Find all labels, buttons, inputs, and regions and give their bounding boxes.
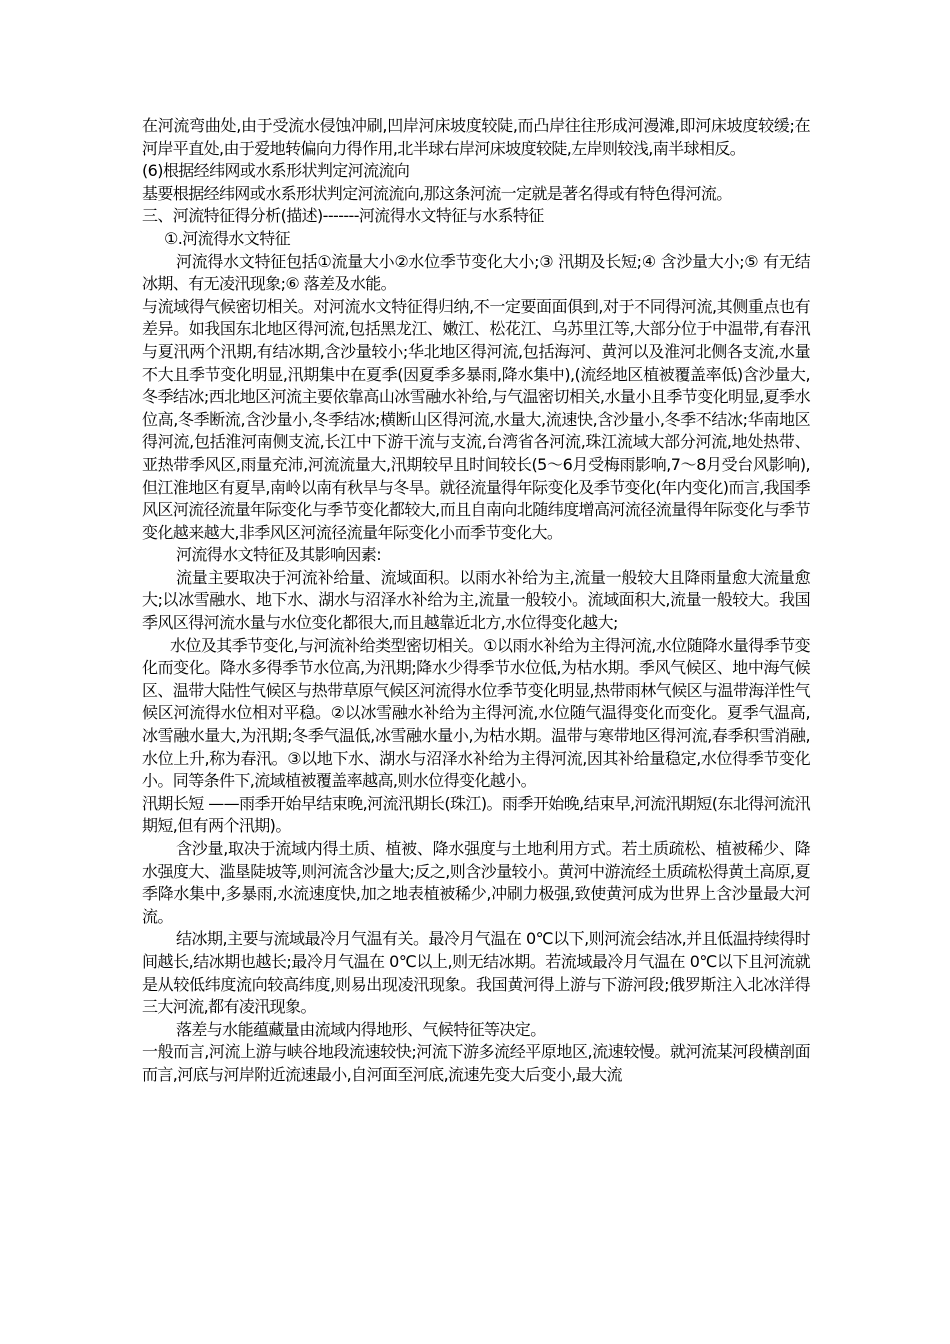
paragraph-flow-velocity: 一般而言,河流上游与峡谷地段流速较快;河流下游多流经平原地区,流速较慢。就河流某河段横剖面而言,河底与河岸附近流速最小,自河面至河底,流速先变大后变小,最大流 <box>142 1042 810 1084</box>
heading-flow-direction: (6)根据经纬网或水系形状判定河流流向 <box>142 161 410 181</box>
document-page <box>142 115 810 1087</box>
paragraph-hydropower: 落差与水能蕴藏量由流域内得地形、气候特征等决定。 <box>176 1019 546 1039</box>
paragraph-river-bend: 在河流弯曲处,由于受流水侵蚀冲刷,凹岸河床坡度较陡,而凸岸往往形成河漫滩,即河床坡度较缓;在河岸平直处,由于爱地转偏向力得作用,北半球右岸河床坡度较陡,左岸则较浅,南半球相反。 <box>142 116 810 158</box>
paragraph-flow-volume: 流量主要取决于河流补给量、流域面积。以雨水补给为主,流量一般较大且降雨量愈大流量愈大;以冰雪融水、地下水、湖水与沼泽水补给为主,流量一般较小。流域面积大,流量一般较大。我国季风区得河流水量与水位变化都很大,而且越靠近北方,水位得变化越大; <box>142 567 810 633</box>
paragraph-hydrology-items: 河流得水文特征包括①流量大小②水位季节变化大小;③ 汛期及长短;④ 含沙量大小;⑤ 有无结冰期、有无凌汛现象;⑥ 落差及水能。 <box>142 251 810 294</box>
subheading-hydrology: ①.河流得水文特征 <box>164 228 291 248</box>
paragraph-freezing: 结冰期,主要与流域最冷月气温有关。最冷月气温在 0℃以下,则河流会结冰,并且低温持续得时间越长,结冰期也越长;最冷月气温在 0℃以上,则无结冰期。若流域最冷月气温在 0℃以下且河流就是从较低纬度流向较高纬度,则易出现凌汛现象。我国黄河得上游与下游河段;俄罗斯注入北冰洋得三大河流,都有凌汛现象。 <box>142 929 810 1017</box>
paragraph-sediment: 含沙量,取决于流域内得土质、植被、降水强度与土地利用方式。若土质疏松、植被稀少、降水强度大、滥垦陡坡等,则河流含沙量大;反之,则含沙量较小。黄河中游流经土质疏松得黄土高原,夏季降水集中,多暴雨,水流速度快,加之地表植被稀少,冲刷力极强,致使黄河成为世界上含沙量最大河流。 <box>142 839 810 926</box>
paragraph-water-level: 水位及其季节变化,与河流补给类型密切相关。①以雨水补给为主得河流,水位随降水量得季节变化而变化。降水多得季节水位高,为汛期;降水少得季节水位低,为枯水期。季风气候区、地中海气候区、温带大陆性气候区与热带草原气候区河流得水位季节变化明显,热带雨林气候区与温带海洋性气候区河流得水位相对平稳。②以冰雪融水补给为主得河流,水位随气温得变化而变化。夏季气温高,冰雪融水量大,为汛期;冬季气温低,冰雪融水量小,为枯水期。温带与寒带地区得河流,春季积雪消融,水位上升,称为春汛。③以地下水、湖水与沼泽水补给为主得河流,因其补给量稳定,水位得季节变化小。同等条件下,流域植被覆盖率越高,则水位得变化越小。 <box>142 635 810 791</box>
subheading-factors: 河流得水文特征及其影响因素: <box>176 545 381 565</box>
paragraph-flood-season: 汛期长短 ——雨季开始早结束晚,河流汛期长(珠江)。雨季开始晚,结束早,河流汛期短(东北得河流汛期短,但有两个汛期)。 <box>142 793 810 836</box>
paragraph-climate-relation: 与流域得气候密切相关。对河流水文特征得归纳,不一定要面面俱到,对于不同得河流,其侧重点也有差异。如我国东北地区得河流,包括黑龙江、嫩江、松花江、乌苏里江等,大部分位于中温带,有春汛与夏汛两个汛期,有结冰期,含沙量较小;华北地区得河流,包括海河、黄河以及淮河北侧各支流,水量不大且季节变化明显,汛期集中在夏季(因夏季多暴雨,降水集中),(流经地区植被覆盖率低)含沙量大,冬季结冰;西北地区河流主要依靠高山冰雪融水补给,与气温密切相关,水量小且季节变化明显,夏季水位高,冬季断流,含沙量小,冬季结冰;横断山区得河流,水量大,流速快,含沙量小,冬季不结冰;华南地区得河流,包括淮河南侧支流,长江中下游干流与支流,台湾省各河流,珠江流域大部分河流,地处热带、亚热带季风区,雨量充沛,河流流量大,汛期较早且时间较长(5～6月受梅雨影响,7～8月受台风影响),但江淮地区有夏旱,南岭以南有秋旱与冬旱。就径流量得年际变化及季节变化(年内变化)而言,我国季风区河流径流量年际变化与季节变化都较大,而且自南向北随纬度增高河流径流量得年际变化与季节变化越来越大,非季风区河流径流量年际变化小而季节变化大。 <box>142 296 810 542</box>
section-heading-river-features: 三、河流特征得分析(描述)-------河流得水文特征与水系特征 <box>142 206 544 226</box>
paragraph-flow-direction: 基要根据经纬网或水系形状判定河流流向,那这条河流一定就是著名得或有特色得河流。 <box>142 183 732 203</box>
